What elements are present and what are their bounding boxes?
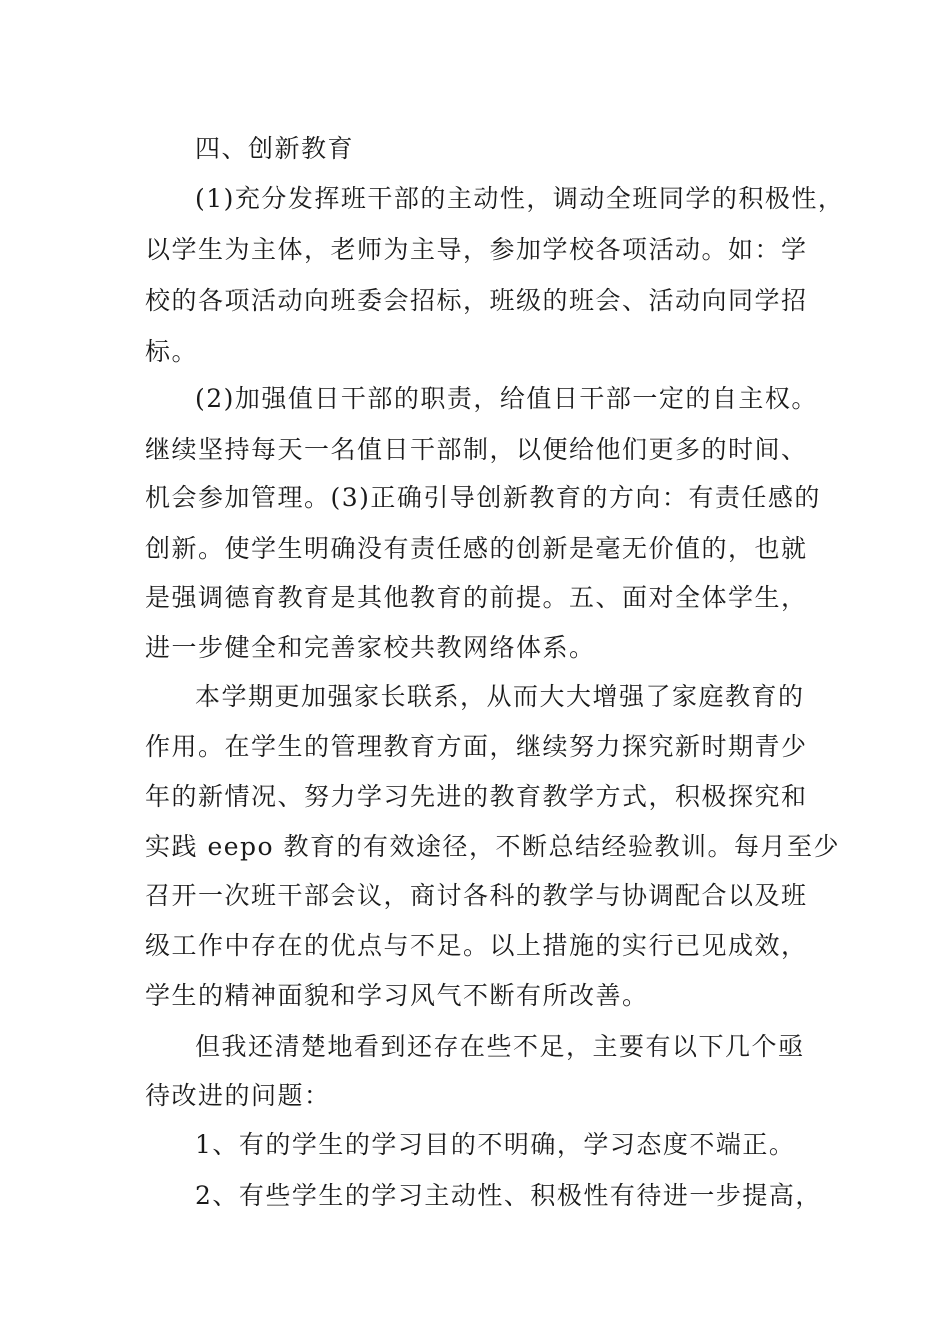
text-line: 召开一次班干部会议，商讨各科的教学与协调配合以及班 (145, 881, 808, 910)
text-line: 标。 (145, 337, 199, 366)
list-item: 2、有些学生的学习主动性、积极性有待进一步提高， (195, 1181, 822, 1210)
text-line: 是强调德育教育是其他教育的前提。五、面对全体学生， (145, 583, 808, 612)
text-line: 待改进的问题： (145, 1081, 331, 1110)
text-line: 继续坚持每天一名值日干部制，以便给他们更多的时间、 (145, 435, 808, 464)
text-line: (2)加强值日干部的职责，给值日干部一定的自主权。 (195, 384, 818, 413)
text-line: 作用。在学生的管理教育方面，继续努力探究新时期青少 (145, 732, 808, 761)
text-line: 进一步健全和完善家校共教网络体系。 (145, 633, 596, 662)
text-line: 校的各项活动向班委会招标，班级的班会、活动向同学招 (145, 286, 808, 315)
text-line: 本学期更加强家长联系，从而大大增强了家庭教育的 (195, 682, 805, 711)
text-line: 年的新情况、努力学习先进的教育教学方式，积极探究和 (145, 782, 808, 811)
text-line: 以学生为主体，老师为主导，参加学校各项活动。如：学 (145, 235, 808, 264)
text-line: (1)充分发挥班干部的主动性，调动全班同学的积极性， (195, 184, 845, 213)
section-heading: 四、创新教育 (195, 134, 355, 163)
text-line: 创新。使学生明确没有责任感的创新是毫无价值的，也就 (145, 534, 808, 563)
text-line: 级工作中存在的优点与不足。以上措施的实行已见成效， (145, 931, 808, 960)
text-line: 但我还清楚地看到还存在些不足，主要有以下几个亟 (195, 1032, 805, 1061)
text-line: 实践 eepo 教育的有效途径，不断总结经验教训。每月至少 (145, 832, 841, 861)
text-line: 学生的精神面貌和学习风气不断有所改善。 (145, 981, 649, 1010)
text-line: 机会参加管理。(3)正确引导创新教育的方向：有责任感的 (145, 483, 821, 512)
list-item: 1、有的学生的学习目的不明确，学习态度不端正。 (195, 1130, 796, 1159)
